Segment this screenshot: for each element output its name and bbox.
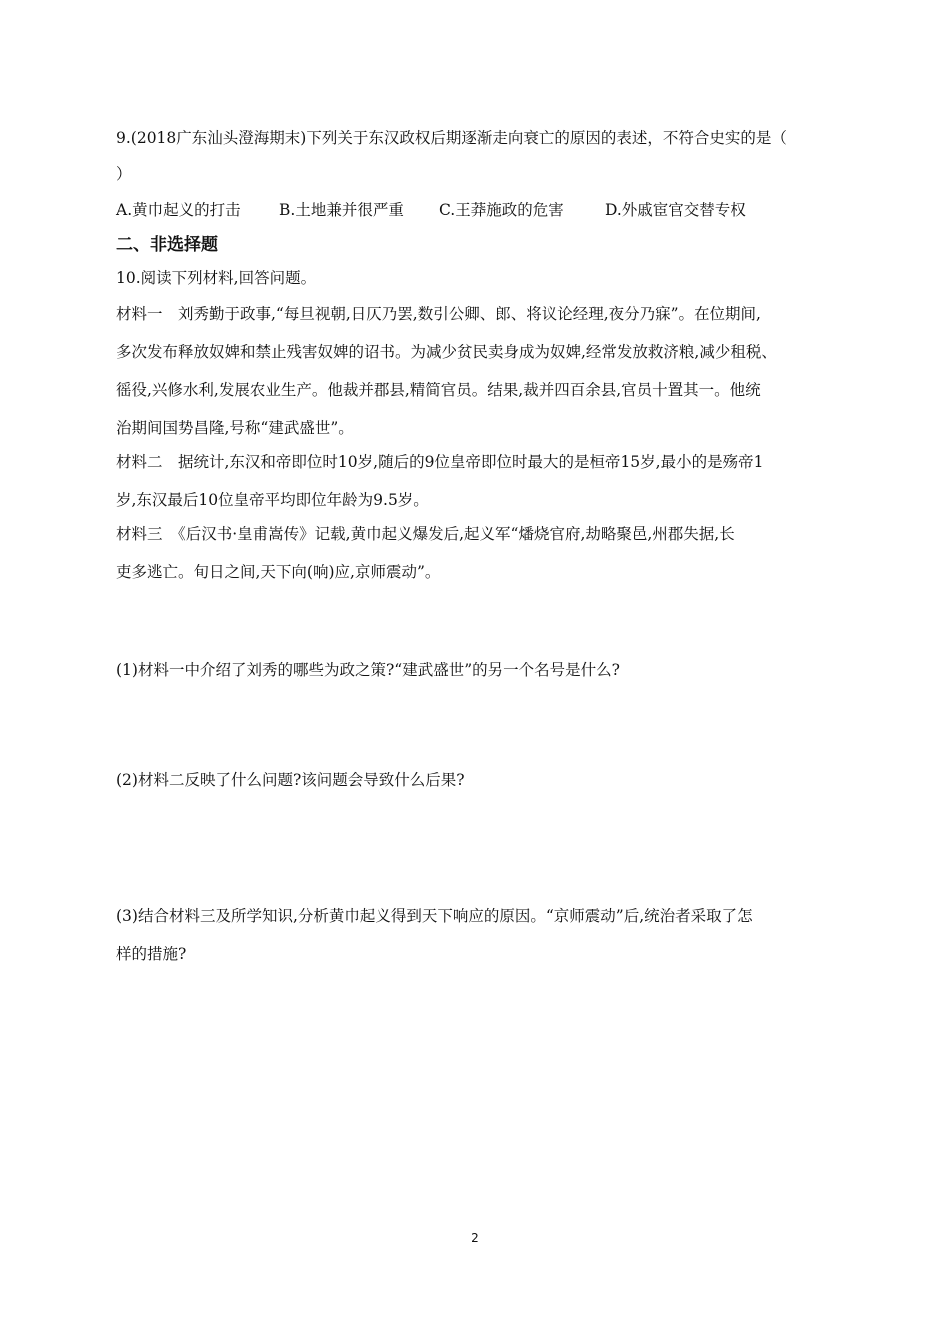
- material-3-line-1: 材料三 《后汉书·皇甫嵩传》记载,黄巾起义爆发后,起义军“燔烧官府,劫略聚邑,州郡失据,长: [116, 525, 735, 543]
- option-a: A.黄巾起义的打击: [116, 201, 241, 219]
- material-2-line-1: 材料二 据统计,东汉和帝即位时10岁,随后的9位皇帝即位时最大的是桓帝15岁,最小的是殇帝1: [116, 453, 764, 471]
- page-number: 2: [471, 1231, 479, 1245]
- question-9-options: [116, 200, 746, 220]
- material-1-line-4: 治期间国势昌隆,号称“建武盛世”。: [116, 419, 354, 437]
- section-heading: 二、非选择题: [116, 235, 218, 255]
- question-9-stem: 9.(2018广东汕头澄海期末)下列关于东汉政权后期逐渐走向衰亡的原因的表述，不符合史实的是（: [116, 129, 787, 147]
- sub-question-3-line-2: 样的措施?: [116, 945, 187, 963]
- option-c: C.王莽施政的危害: [439, 201, 564, 219]
- question-10-intro: 10.阅读下列材料,回答问题。: [116, 269, 317, 287]
- material-1-line-1: 材料一 刘秀勤于政事,“每旦视朝,日仄乃罢,数引公卿、郎、将议论经理,夜分乃寐”。在位期间,: [116, 305, 761, 323]
- question-9-stem-continued: ）: [116, 165, 132, 183]
- sub-question-2: (2)材料二反映了什么问题?该问题会导致什么后果?: [116, 771, 465, 789]
- option-b: B.土地兼并很严重: [279, 201, 404, 219]
- material-1-line-2: 多次发布释放奴婢和禁止残害奴婢的诏书。为减少贫民卖身成为奴婢,经常发放救济粮,减少租税、: [116, 343, 777, 361]
- material-3-line-2: 吏多逃亡。旬日之间,天下向(响)应,京师震动”。: [116, 563, 441, 581]
- material-2-line-2: 岁,东汉最后10位皇帝平均即位年龄为9.5岁。: [116, 491, 429, 509]
- option-d: D.外戚宦官交替专权: [605, 201, 746, 219]
- sub-question-3-line-1: (3)结合材料三及所学知识,分析黄巾起义得到天下响应的原因。“京师震动”后,统治者采取了怎: [116, 907, 753, 925]
- sub-question-1: (1)材料一中介绍了刘秀的哪些为政之策?“建武盛世”的另一个名号是什么?: [116, 661, 620, 679]
- material-1-line-3: 徭役,兴修水利,发展农业生产。他裁并郡县,精简官员。结果,裁并四百余县,官员十置其一。他统: [116, 381, 761, 399]
